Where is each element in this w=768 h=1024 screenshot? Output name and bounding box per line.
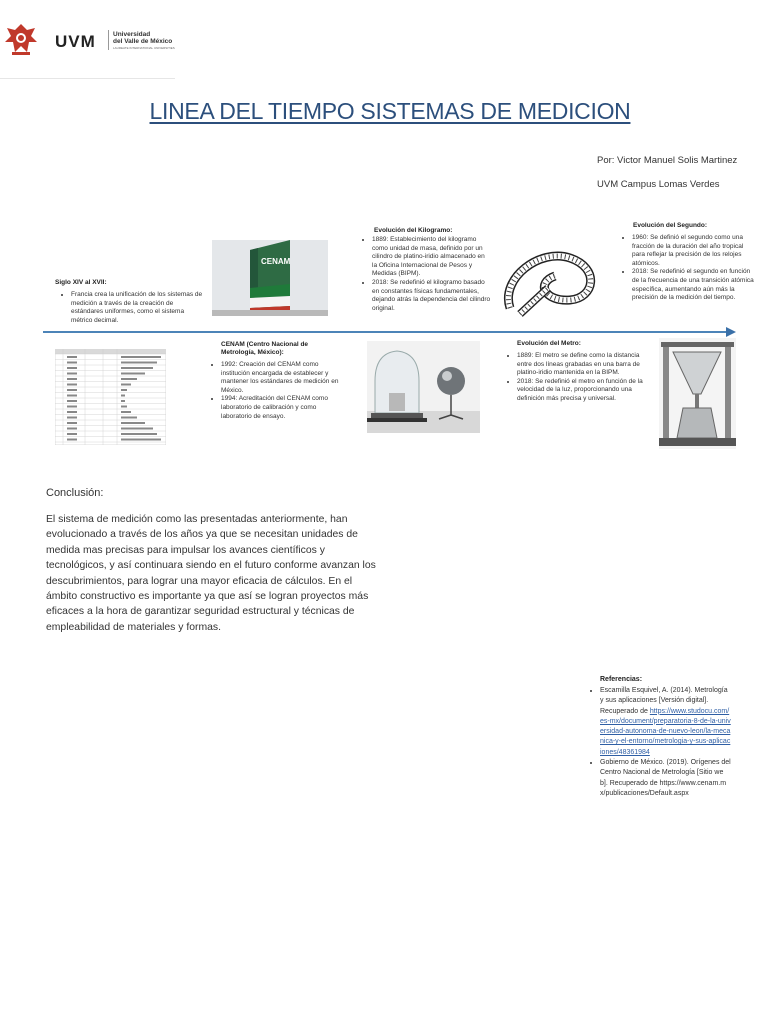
- list-item: • 2018: Se redefinió el metro en función de la velocidad de la luz, proporcionando una definición más precisa y universal.: [517, 378, 649, 404]
- header-divider: [0, 78, 175, 79]
- logo-divider: [108, 30, 109, 50]
- reference-item: [600, 758, 731, 799]
- campus-line: UVM Campus Lomas Verdes: [597, 179, 720, 190]
- section-segundo: [616, 222, 758, 303]
- list-item: • Francia crea la unificación de los sistemas de medición a través de la creación de estándares uniformes, como el sistema métrico decimal.: [71, 291, 205, 325]
- university-seal-logo: [0, 18, 42, 60]
- section-kilogramo-list: [356, 236, 491, 313]
- si-prefixes-table-image: [55, 349, 166, 445]
- conclusion-body: El sistema de medición como las presentadas anteriormente, han evolucionado a través de los años ya que se necesitan unidades de medida mas precisas para impulsar los avances científicos y tecnológicos, y así continuara siendo en el futuro conforme avanzan los descubrimientos, para lograr una mayor eficacia de cálculos. En el ámbito constructivo es importante ya que así se logran proyectos más eficaces a la hora de garantizar seguridad estructural y técnicas de empleabilidad de materiales y formas.: [46, 514, 376, 633]
- cenam-sign-text: CENAM: [261, 257, 291, 266]
- timeline-line: [43, 331, 728, 333]
- uvm-logo-text: UVM: [55, 32, 96, 51]
- list-item: • 1889: El metro se define como la distancia entre dos líneas grabadas en una barra de platino-iridio mantenida en la BIPM.: [517, 352, 649, 378]
- list-item: • 1994: Acreditación del CENAM como laboratorio de calibración y como laboratorio de ensayo.: [221, 395, 347, 421]
- reference-text: Gobierno de México. (2019). Orígenes del Centro Nacional de Metrología [Sitio web]. Recuperado de https://www.cenam.mx/publicaciones/Default.aspx: [600, 759, 731, 797]
- section-cenam: [205, 341, 347, 421]
- section-kilogramo: [356, 227, 491, 313]
- reference-item: [600, 686, 731, 758]
- references-section: [583, 686, 731, 799]
- references-list: [583, 686, 731, 799]
- section-metro: [501, 340, 649, 404]
- list-item: • 2018: Se redefinió el kilogramo basado en constantes físicas fundamentales, dejando atrás la dependencia del cilindro original.: [372, 279, 491, 313]
- water-clock-image: [659, 338, 736, 449]
- timeline-arrow-icon: [726, 327, 736, 337]
- university-tagline: LAUREATE INTERNATIONAL UNIVERSITIES: [113, 46, 175, 50]
- kilogram-prototype-image: [367, 341, 480, 433]
- section-siglo: [55, 279, 205, 325]
- list-item: • 2018: Se redefinió el segundo en función de la frecuencia de una transición atómica específica, aumentando aún más la precisión de la medición del tiempo.: [632, 268, 758, 302]
- section-metro-list: [501, 352, 649, 404]
- section-metro-title: Evolución del Metro:: [517, 340, 581, 347]
- section-segundo-title: Evolución del Segundo:: [633, 222, 708, 229]
- university-name: [113, 31, 183, 45]
- section-kilogramo-title: Evolución del Kilogramo:: [374, 227, 453, 234]
- references-title: Referencias:: [600, 676, 643, 683]
- list-item: • 1960: Se definió el segundo como una fracción de la duración del año tropical para reflejar la precisión de los relojes atómicos.: [632, 234, 758, 268]
- page-title: LINEA DEL TIEMPO SISTEMAS DE MEDICION: [149, 98, 631, 124]
- section-siglo-list: [55, 291, 205, 325]
- cenam-tower-image: [212, 240, 328, 316]
- list-item: • 1889: Establecimiento del kilogramo como unidad de masa, definido por un cilindro de platino-iridio almacenado en la Oficina Internacional de Pesos y Medidas (BIPM).: [372, 236, 491, 279]
- reference-text: Escamilla Esquivel, A. (2014). Metrología y sus aplicaciones [Versión digital]. Recuperado de: [600, 687, 728, 715]
- section-cenam-title-line1: CENAM (Centro Nacional de: [221, 341, 309, 348]
- list-item: • 1992: Creación del CENAM como institución encargada de establecer y mantener los estándares de medición en México.: [221, 361, 347, 395]
- reference-link[interactable]: https://www.studocu.com/es-mx/document/preparatoria-8-de-la-universidad-autonoma-de-nuevo-leon/la-mecanica-y-el-entorno/metrologia-y-sus-aplicaciones/48361984: [600, 707, 731, 756]
- section-cenam-title-line2: Metrología, México):: [221, 349, 284, 356]
- conclusion-title: Conclusión:: [46, 487, 104, 499]
- section-siglo-title: Siglo XIV al XVII:: [55, 279, 107, 286]
- section-segundo-list: [616, 234, 758, 303]
- tape-measure-image: [500, 238, 608, 320]
- section-cenam-list: [205, 361, 347, 421]
- university-name-line1: Universidad: [113, 31, 151, 38]
- section-cenam-title: [205, 341, 347, 357]
- university-name-line2: del Valle de México: [113, 38, 173, 45]
- author-line: Por: Victor Manuel Solis Martinez: [597, 155, 738, 166]
